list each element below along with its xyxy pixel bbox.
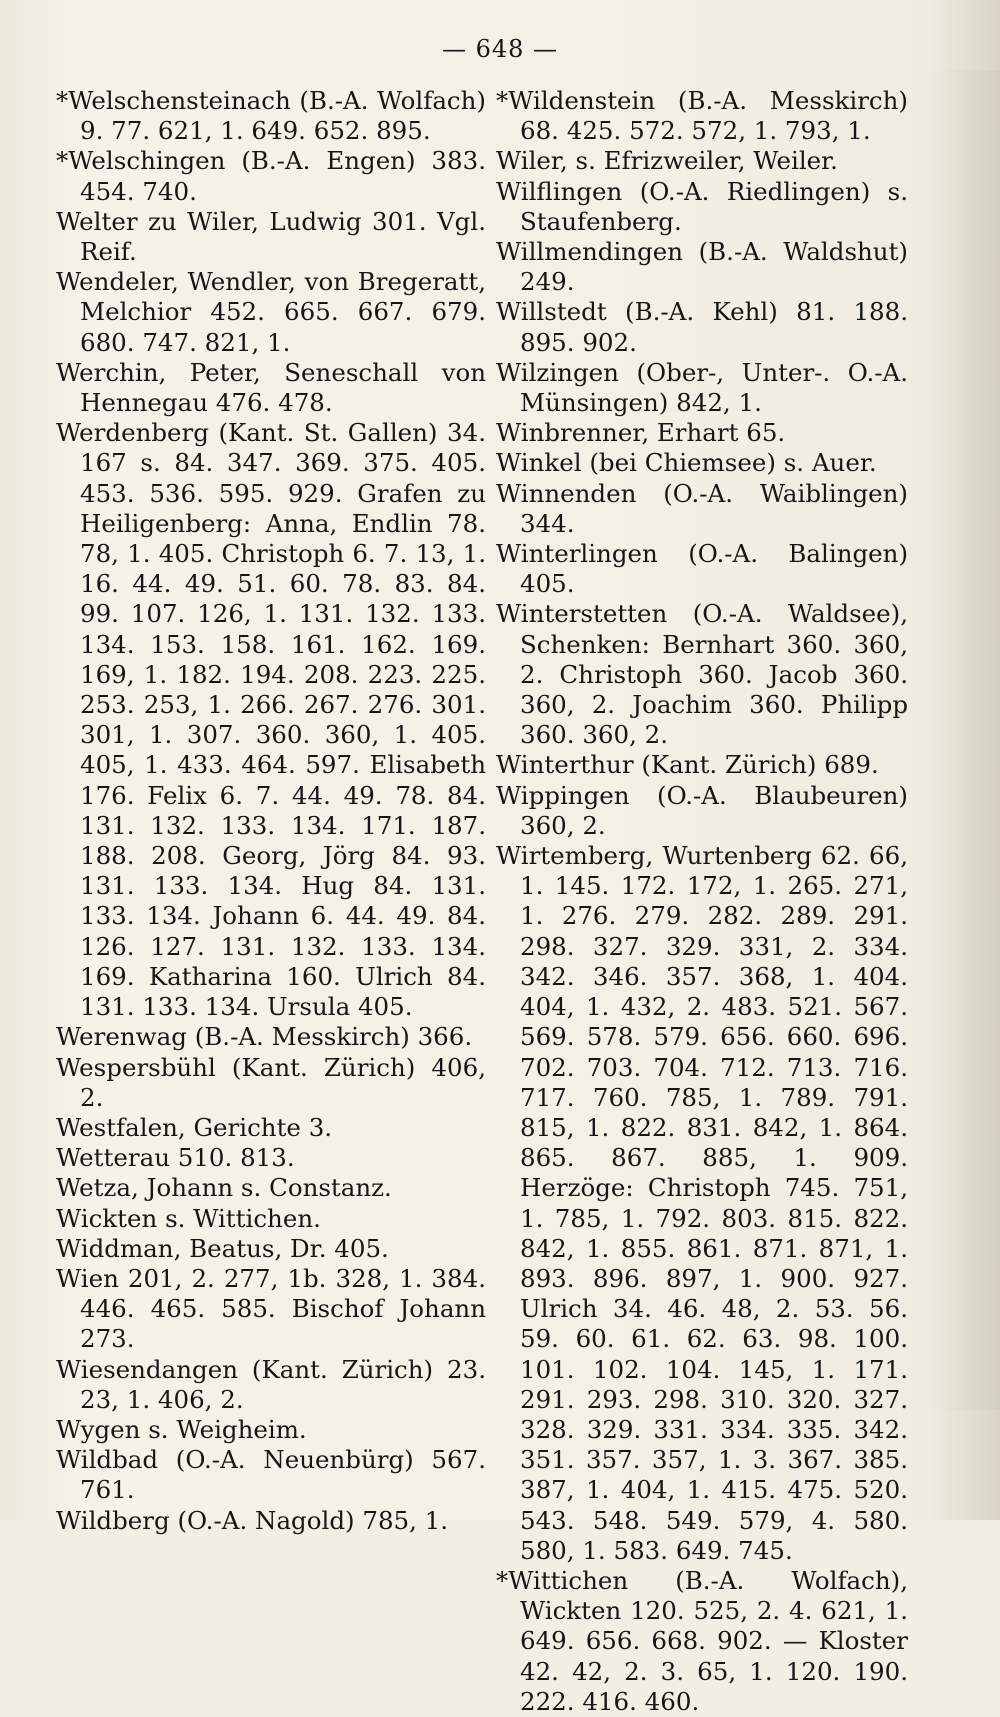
index-column-left [56, 86, 486, 1536]
index-entry-wildbad: Wildbad (O.-A. Neuenbürg) 567. 761. [56, 1445, 486, 1505]
index-entry-widdman: Widdman, Beatus, Dr. 405. [56, 1233, 389, 1263]
page-edge-shadow [920, 70, 1000, 1410]
index-entry-welter: Welter zu Wiler, Ludwig 301. Vgl. Reif. [56, 206, 486, 267]
index-entry-winkel: Winkel (bei Chiemsee) s. Auer. [496, 448, 877, 478]
index-entry-werdenberg: Werdenberg (Kant. St. Gallen) 34. 167 s. 84. 347. 369. 375. 405. 453. 536. 595. 929. Grafen zu Heiligenberg: Anna, Endlin 78. 78, 1. 405. Christoph 6. 7. 13, 1. 16. 44. 49. 51. 60. 78. 83. 84. 99. 107. 126, 1. 131. 132. 133. 134. 153. 158. 161. 162. 169. 169, 1. 182. 194. 208. 223. 225. 253. 253, 1. 266. 267. 276. 301. 301, 1. 307. 360. 360, 1. 405. 405, 1. 433. 464. 597. Elisabeth 176. Felix 6. 7. 44. 49. 78. 84. 131. 132. 133. 134. 171. 187. 188. 208. Georg, Jörg 84. 93. 131. 133. 134. Hug 84. 131. 133. 134. Johann 6. 44. 49. 84. 126. 127. 131. 132. 133. 134. 169. Katharina 160. Ulrich 84. 131. 133. 134. Ursula 405. [56, 418, 486, 1022]
index-entry-willstedt: Willstedt (B.-A. Kehl) 81. 188. 895. 902. [496, 297, 908, 357]
index-entry-wygen: Wygen s. Weigheim. [56, 1414, 307, 1444]
index-entry-winbrenner: Winbrenner, Erhart 65. [496, 418, 786, 448]
index-entry-wilflingen: Wilflingen (O.-A. Riedlingen) s. Staufenberg. [496, 176, 908, 236]
index-entry-willmendingen: Willmendingen (B.-A. Waldshut) 249. [496, 237, 908, 297]
index-entry-winterstetten: Winterstetten (O.-A. Waldsee), Schenken: Bernhart 360. 360, 2. Christoph 360. Jacob 360. 360, 2. Joachim 360. Philipp 360. 360, 2. [496, 599, 908, 750]
index-entry-wien: Wien 201, 2. 277, 1b. 328, 1. 384. 446. 465. 585. Bischof Johann 273. [56, 1263, 486, 1354]
index-entry-westfalen: Westfalen, Gerichte 3. [56, 1112, 333, 1142]
index-entry-welschensteinach: *Welschensteinach (B.-A. Wolfach) 9. 77. 621, 1. 649. 652. 895. [56, 86, 486, 146]
index-entry-werenwag: Werenwag (B.-A. Messkirch) 366. [56, 1022, 473, 1052]
index-entry-welschingen: *Welschingen (B.-A. Engen) 383. 454. 740. [56, 146, 486, 206]
index-entry-werchin: Werchin, Peter, Seneschall von Hennegau 476. 478. [56, 357, 486, 418]
index-entry-wilzingen: Wilzingen (Ober-, Unter-. O.-A. Münsingen) 842, 1. [496, 357, 908, 418]
index-entry-winterthur: Winterthur (Kant. Zürich) 689. [496, 750, 879, 780]
index-entry-wildberg: Wildberg (O.-A. Nagold) 785, 1. [56, 1505, 449, 1535]
index-entry-wickten: Wickten s. Wittichen. [56, 1203, 321, 1233]
index-entry-wetterau: Wetterau 510. 813. [56, 1143, 295, 1173]
index-entry-wiesendangen: Wiesendangen (Kant. Zürich) 23. 23, 1. 406, 2. [56, 1354, 486, 1414]
index-entry-wirtemberg: Wirtemberg, Wurtenberg 62. 66, 1. 145. 172. 172, 1. 265. 271, 1. 276. 279. 282. 289. 291. 298. 327. 329. 331, 2. 334. 342. 346. 357. 368, 1. 404. 404, 1. 432, 2. 483. 521. 567. 569. 578. 579. 656. 660. 696. 702. 703. 704. 712. 713. 716. 717. 760. 785, 1. 789. 791. 815, 1. 822. 831. 842, 1. 864. 865. 867. 885, 1. 909. Herzöge: Christoph 745. 751, 1. 785, 1. 792. 803. 815. 822. 842, 1. 855. 861. 871. 871, 1. 893. 896. 897, 1. 900. 927. Ulrich 34. 46. 48, 2. 53. 56. 59. 60. 61. 62. 63. 98. 100. 101. 102. 104. 145, 1. 171. 291. 293. 298. 310. 320. 327. 328. 329. 331. 334. 335. 342. 351. 357. 357, 1. 3. 367. 385. 387, 1. 404, 1. 415. 475. 520. 543. 548. 549. 579, 4. 580. 580, 1. 583. 649. 745. [496, 841, 908, 1565]
index-entry-wespersbuehl: Wespersbühl (Kant. Zürich) 406, 2. [56, 1052, 486, 1112]
index-column-right [496, 86, 908, 1717]
index-entry-wendeler: Wendeler, Wendler, von Bregeratt, Melchior 452. 665. 667. 679. 680. 747. 821, 1. [56, 267, 486, 357]
index-entry-wetza: Wetza, Johann s. Constanz. [56, 1173, 392, 1203]
index-entry-winterlingen: Winterlingen (O.-A. Balingen) 405. [496, 539, 908, 599]
index-entry-wippingen: Wippingen (O.-A. Blaubeuren) 360, 2. [496, 780, 908, 840]
index-entry-wittichen: *Wittichen (B.-A. Wolfach), Wickten 120. 525, 2. 4. 621, 1. 649. 656. 668. 902. — Kloster 42. 42, 2. 3. 65, 1. 120. 190. 222. 416. 460. [496, 1565, 908, 1716]
index-entry-winnenden: Winnenden (O.-A. Waiblingen) 344. [496, 478, 908, 538]
index-entry-wildenstein: *Wildenstein (B.-A. Messkirch) 68. 425. 572. 572, 1. 793, 1. [496, 86, 908, 146]
page-number: — 648 — [441, 35, 559, 63]
index-entry-wiler: Wiler, s. Efrizweiler, Weiler. [496, 146, 838, 176]
